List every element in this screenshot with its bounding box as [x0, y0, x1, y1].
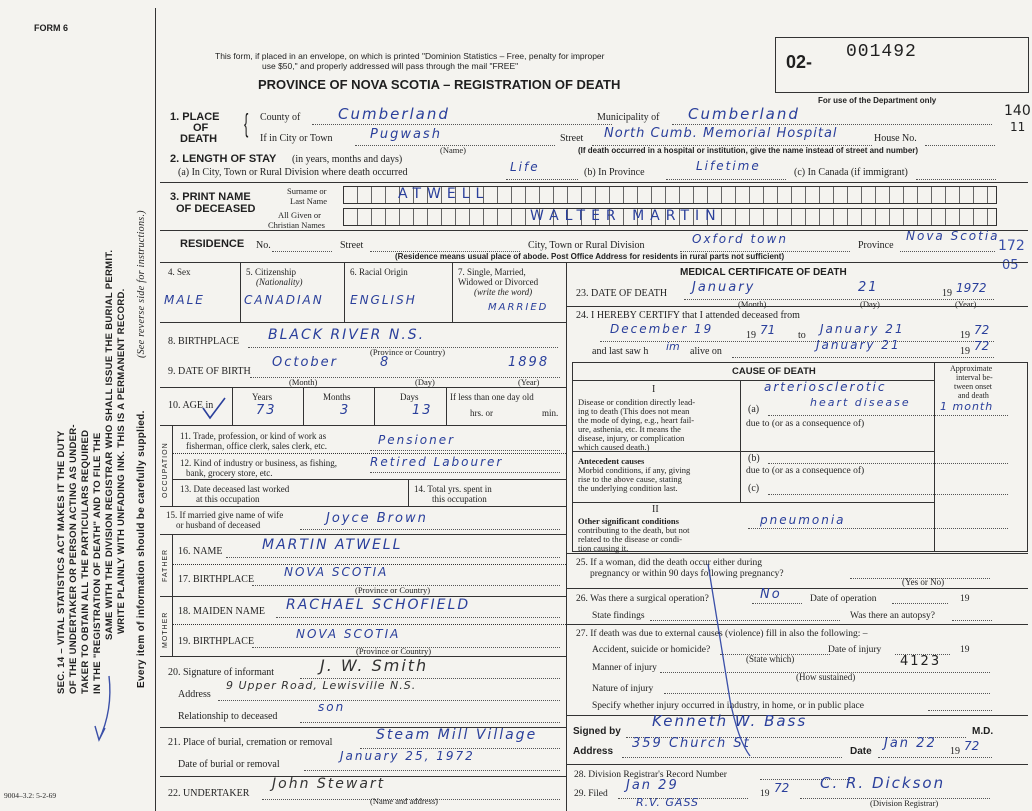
last-seen-date: January 21 [816, 338, 901, 352]
letter-box [722, 209, 736, 225]
letter-box [876, 209, 890, 225]
o11-label: 11. Trade, profession, or kind of work as [180, 431, 327, 441]
stay-c-label: (c) In Canada (if immigrant) [794, 167, 908, 178]
o12-label: 12. Kind of industry or business, as fishing, [180, 458, 337, 468]
sig-date-year-prefix: 19 [950, 746, 960, 757]
letter-box [582, 187, 596, 203]
registrar-signature: C. R. Dickson [820, 774, 946, 792]
letter-box [778, 187, 792, 203]
letter-box [918, 187, 932, 203]
statute-line: SAME WITH THE DIVISION REGISTRAR WHO SHALL ISSUE THE BURIAL PERMIT. [104, 249, 115, 640]
statute-line: TAKER TO OBTAIN ALL THE PARTICULARS REQUIRED [80, 429, 91, 694]
dod-year-caption: (Year) [955, 299, 977, 309]
letter-box [372, 209, 386, 225]
letter-box [862, 209, 876, 225]
letter-box [498, 187, 512, 203]
injury-date-label: Date of injury [828, 645, 882, 655]
due-to-b: due to (or as a consequence of) [746, 466, 865, 476]
o11-value: Pensioner [378, 433, 456, 447]
letter-box [358, 209, 372, 225]
sig-address-value: 359 Church St [632, 736, 751, 751]
death-registration-form: FORM 6 SEC. 14 – VITAL STATISTICS ACT MAKES IT THE DUTY OF THE UNDERTAKER OR PERSON ACTING AS UNDER- TAKER TO OBTAIN ALL THE PARTICULARS REQUIRED IN THE "REGISTRATION OF DEATH" AND TO FILE THE SAME WITH THE DIVISION REGISTRAR WHO SHALL ISSUE THE BURIAL PERMIT. WRITE PLAINLY WITH UNFADING INK. THIS IS A PERMANENT RECORD. (See reverse side for instructions.) Every item of information should be carefully supplied. 9004–3.2: 5-2-69 This form, if placed in an envelope, on which is printed "Dominion Statistics – Free, penalty for improper use $50," and properly addressed will pass through the mail "FREE" PROVINCE OF NOVA SCOTIA – REGISTRATION OF DEATH 02- 001492 For use of the Department only 140 11 172 05 1. PLACE OF DEATH { County of Cumberland Municipality of Cumberland If in City or Town Pugwash (Name) Street North Cumb. Memorial Hospital House No. (If death occurred in a hospital or institution, give the name instead of street and number) 2. LENGTH OF STAY (in years, months and days) (a) In City, Town or Rural Division where death occurred Life (b) In Province Lifetime (c) In Canada (if immigrant) 3. PRINT NAME OF DECEASED Surname or Last Name All Given or Christian Names ATWELL WALTER MARTIN RESIDENCE No. Street City, Town or Rural Division Oxford town Province Nova Scotia (Residence means usual place of abode. Post Office Address for residents in rural parts not sufficient) 4. Sex MALE 5. Citizenship (Nationality) CANADIAN 6. Racial Origin ENGLISH 7. Single, Married, Widowed or Divorced (write the word) MARRIED 8. BIRTHPLACE BLACK RIVER N.S. (Province or Country) 9. DATE OF BIRTH October 8 1898 (Month) (Day) (Year) 10. AGE in Years Months Days 73 3 13 If less than one day old hrs. or min. OCCUPATION 11. Trade, profession, or kind of work as fisherman, office clerk, sales clerk, etc. Pensioner 12. Kind of industry or business, as fishing, bank, grocery store, etc. Retired Labourer 13. Date deceased last worked at this occupation 14. Total yrs. spent in this occupation 15. If married give name of wife or husband of deceased Joyce Brown FATHER 16. NAME MARTIN ATWELL 17. BIRTHPLACE NOVA SCOTIA (Province or Country) MOTHER 18. MAIDEN NAME RACHAEL SCHOFIELD 19. BIRTHPLACE NOVA SCOTIA (Province or Country) 20. Signature of informant J. W. Smith Address 9 Upper Road, Lewisville N.S. Relationship to deceased son 21. Place of burial, cremation or removal Steam Mill Village Date of burial or removal January 25, 1972 22. UNDERTAKER John Stewart (Name and address) MEDICAL CERTIFICATE OF DEATH 23. DATE OF DEATH January 21 19 1972 (Month) (Day) (Year) 24. I HEREBY CERTIFY that I attended deceased from December 19 19 71 to January 21 19 72 and last saw h im alive on January 21 19 72 CAUSE OF DEATH Approximate interval be- tween onset and death I Disease or condition directly lead- ing to death (This does not mean the mode of dying, e.g., heart fail- ure, asthenia, etc. It means the disease, injury, or complication which caused death.) arteriosclerotic (a) heart disease 1 month due to (or as a consequence of) Antecedent causes Morbid conditions, if any, giving rise to the above cause, stating the underlying condition last. (b) due to (or as a consequence of) (c) II Other significant conditions contributing to the death, but not related to the disease or condi- tion causing it. pneumonia 25. If a woman, did the death occur either during pregnancy or within 90 days following pregnancy? (Yes or No) 26. Was there a surgical operation? No Date of operation 19 State findings Was there an autopsy? 27. If death was due to external causes (violence) fill in also the following: – Accident, suicide or homicide? (State which) Date of injury 19 Manner of injury 4123 (How sustained) Nature of injury Specify whether injury occurred in industry, in home, or in public place Signed by Kenneth W. Bass M.D. Address 359 Church St Date Jan 22 19 72 28. Division Registrar's Record Number 29. Filed Jan 29 19 72 C. R. Dickson (Division Registrar) R.V. GASS [0, 0, 1032, 811]
letter-box [526, 187, 540, 203]
letter-box [848, 187, 862, 203]
o12-value: Retired Labourer [370, 455, 504, 469]
antecedent-label: Morbid conditions, if any, giving [578, 465, 691, 475]
relationship-value: son [318, 700, 346, 714]
mother-birthplace-label: 19. BIRTHPLACE [178, 636, 255, 647]
direct-label: disease, injury, or complication [578, 433, 685, 443]
letter-box [736, 187, 750, 203]
letter-box [750, 209, 764, 225]
letter-box [652, 187, 666, 203]
cause-b-label: (b) [748, 453, 760, 464]
birthplace-sub: (Province or Country) [370, 347, 446, 357]
letter-box [596, 187, 610, 203]
o14-label: this occupation [432, 494, 487, 504]
letter-box [624, 187, 638, 203]
marital-value: MARRIED [488, 302, 549, 313]
father-birthplace-sub: (Province or Country) [355, 585, 431, 595]
letter-box [974, 209, 988, 225]
letter-box [694, 187, 708, 203]
letter-box [400, 209, 414, 225]
letter-box [806, 187, 820, 203]
last-seen-label: and last saw h [592, 346, 649, 357]
citizenship-label: (Nationality) [256, 277, 303, 287]
sig-date-year: 72 [964, 739, 980, 753]
burial-date-value: January 25, 1972 [340, 749, 475, 763]
residence-city-label: City, Town or Rural Division [528, 240, 645, 251]
father-birthplace-label: 17. BIRTHPLACE [178, 574, 255, 585]
q26-value: No [760, 587, 782, 602]
hospital-note: (If death occurred in a hospital or institution, give the name instead of street and number) [578, 146, 919, 155]
dod-month-caption: (Month) [738, 299, 767, 309]
last-seen-year: 72 [974, 339, 990, 353]
to-label: to [798, 330, 806, 341]
letter-box [904, 209, 918, 225]
name-label: OF DECEASED [176, 203, 256, 215]
racial-label: 6. Racial Origin [350, 267, 408, 277]
antecedent-label: rise to the above cause, stating [578, 474, 682, 484]
letter-box [638, 187, 652, 203]
city-value: Pugwash [370, 127, 442, 142]
letter-box [736, 209, 750, 225]
sig-address-label: Address [573, 746, 614, 757]
nature-label: Nature of injury [592, 684, 654, 694]
signed-value: Kenneth W. Bass [652, 712, 808, 730]
antecedent-label: Antecedent causes [578, 456, 645, 466]
letter-box [946, 209, 960, 225]
cause-c-label: (c) [748, 483, 760, 494]
birthplace-label: 8. BIRTHPLACE [168, 336, 240, 347]
letter-box [960, 209, 974, 225]
signed-label: Signed by [573, 726, 621, 737]
burial-place-value: Steam Mill Village [376, 727, 538, 743]
letter-box [568, 187, 582, 203]
county-label: County of [260, 112, 301, 123]
reg-prefix: 02- [786, 52, 813, 72]
due-to-a: due to (or as a consequence of) [746, 419, 865, 429]
county-value: Cumberland [338, 105, 450, 123]
letter-box [484, 209, 498, 225]
from-year-prefix: 19 [746, 330, 756, 341]
pen-stroke [690, 560, 770, 760]
street-label: Street [560, 133, 584, 144]
filed-year: 72 [774, 781, 790, 795]
other-label: tion causing it. [578, 543, 629, 553]
stay-label: 2. LENGTH OF STAY [170, 153, 277, 165]
sig-date-label: Date [850, 746, 872, 757]
dod-day-caption: (Day) [860, 299, 880, 309]
check-mark [200, 396, 228, 422]
supply-note: Every item of information should be carefully supplied. [136, 410, 147, 688]
dob-month: October [272, 355, 339, 370]
dod-day: 21 [858, 280, 879, 295]
dob-label: 9. DATE OF BIRTH [168, 366, 251, 377]
letter-box [764, 187, 778, 203]
statute-line: OF THE UNDERTAKER OR PERSON ACTING AS UNDER- [68, 424, 79, 694]
letter-box [722, 187, 736, 203]
direct-label: ing to death (This does not mean [578, 406, 690, 416]
letter-box [358, 187, 372, 203]
registration-number-box [775, 37, 1029, 93]
residence-province-label: Province [858, 240, 894, 251]
undertaker-sub: (Name and address) [370, 796, 438, 806]
letter-box [372, 187, 386, 203]
wife-label: or husband of deceased [176, 520, 261, 530]
letter-box [456, 209, 470, 225]
dod-month: January [692, 280, 756, 295]
father-name-label: 16. NAME [178, 546, 223, 557]
min-label: min. [542, 408, 559, 418]
place-label: DEATH [180, 133, 218, 145]
certify-label: 24. I HEREBY CERTIFY that I attended deceased from [576, 310, 800, 321]
form-code: 9004–3.2: 5-2-69 [4, 791, 57, 800]
other-label: related to the disease or condi- [578, 534, 683, 544]
q29-label: 29. Filed [574, 789, 608, 799]
letter-box [932, 187, 946, 203]
letter-box [470, 209, 484, 225]
hrs-label: hrs. or [470, 408, 493, 418]
citizenship-value: CANADIAN [244, 293, 324, 307]
wife-value: Joyce Brown [326, 511, 428, 526]
burial-date-label: Date of burial or removal [178, 759, 280, 770]
name-caption: (Name) [440, 145, 466, 155]
autopsy-label: Was there an autopsy? [850, 611, 935, 621]
interval-label: and death [958, 391, 989, 400]
roman-2: II [652, 504, 659, 515]
cause-title: CAUSE OF DEATH [732, 366, 816, 377]
letter-box [610, 187, 624, 203]
undertaker-value: John Stewart [272, 776, 386, 792]
birthplace-value: BLACK RIVER N.S. [268, 327, 426, 343]
industry-label: Specify whether injury occurred in industry, in home, or in public place [592, 701, 864, 711]
letter-box [876, 187, 890, 203]
marital-label: (write the word) [474, 287, 533, 297]
undertaker-label: 22. UNDERTAKER [168, 788, 250, 799]
direct-label: the mode of dying, e.g., heart fail- [578, 415, 695, 425]
letter-box [750, 187, 764, 203]
envelope-note: This form, if placed in an envelope, on which is printed "Dominion Statistics – Free, penalty for improper [215, 51, 605, 61]
letter-box [344, 209, 358, 225]
informant-address-label: Address [178, 689, 211, 700]
letter-box [946, 187, 960, 203]
envelope-note: use $50," and properly addressed will pass through the mail "FREE" [262, 61, 519, 71]
filed-year-prefix: 19 [760, 789, 770, 799]
father-birthplace-value: NOVA SCOTIA [284, 565, 389, 579]
pen-mark [85, 670, 125, 750]
informant-sig-label: 20. Signature of informant [168, 667, 275, 678]
operation-date-label: Date of operation [810, 594, 877, 604]
filed-value: Jan 29 [626, 778, 679, 793]
dod-year: 1972 [956, 281, 987, 295]
letter-box [820, 187, 834, 203]
antecedent-label: the underlying condition last. [578, 483, 678, 493]
o12-label: bank, grocery store, etc. [186, 468, 273, 478]
o13-label: at this occupation [196, 494, 260, 504]
burial-place-label: 21. Place of burial, cremation or removal [168, 737, 333, 748]
dob-year: 1898 [508, 355, 550, 370]
surname-value: ATWELL [398, 186, 490, 202]
letter-box [834, 187, 848, 203]
manner-label: Manner of injury [592, 663, 657, 673]
marital-label: Widowed or Divorced [458, 277, 539, 287]
dod-year-prefix: 19 [942, 288, 952, 299]
age-months: 3 [340, 403, 351, 418]
letter-box [848, 209, 862, 225]
letter-box [890, 187, 904, 203]
medical-title: MEDICAL CERTIFICATE OF DEATH [680, 267, 847, 278]
letter-box [344, 187, 358, 203]
residence-label: RESIDENCE [180, 238, 245, 250]
cause-a: arteriosclerotic [764, 380, 887, 394]
md-label: M.D. [972, 726, 994, 737]
form-title: PROVINCE OF NOVA SCOTIA – REGISTRATION OF DEATH [258, 77, 621, 92]
letter-box [512, 187, 526, 203]
q25-label: pregnancy or within 90 days following pregnancy? [590, 569, 784, 579]
residence-street-label: Street [340, 240, 364, 251]
given-label: Christian Names [268, 220, 325, 230]
letter-box [792, 209, 806, 225]
mother-side-label: MOTHER [162, 611, 169, 648]
mother-birthplace-sub: (Province or Country) [356, 646, 432, 656]
surname-label: Surname or [287, 186, 327, 196]
stay-a-label: (a) In City, Town or Rural Division where death occurred [178, 167, 408, 178]
stay-sub: (in years, months and days) [292, 154, 403, 165]
marital-label: 7. Single, Married, [458, 267, 526, 277]
stay-a-value: Life [510, 160, 540, 174]
sig-date-value: Jan 22 [884, 736, 937, 751]
to-year: 72 [974, 323, 990, 337]
age-label: 10. AGE in [168, 400, 214, 411]
municipality-value: Cumberland [688, 105, 800, 123]
state-which: (State which) [746, 654, 795, 664]
mother-birthplace-value: NOVA SCOTIA [296, 627, 401, 641]
municipality-label: Municipality of [597, 112, 660, 123]
statute-line: SEC. 14 – VITAL STATISTICS ACT MAKES IT THE DUTY [56, 430, 67, 694]
dept-code: 172 [998, 238, 1025, 254]
o13-label: 13. Date deceased last worked [180, 484, 290, 494]
accident-label: Accident, suicide or homicide? [592, 645, 711, 655]
statute-line: WRITE PLAINLY WITH UNFADING INK. THIS IS A PERMANENT RECORD. [116, 288, 127, 634]
from-month: December 19 [610, 322, 714, 336]
given-label: All Given or [278, 210, 321, 220]
letter-box [540, 187, 554, 203]
dept-code: 11 [1010, 120, 1026, 134]
father-side-label: FATHER [162, 548, 169, 582]
letter-box [862, 187, 876, 203]
reverse-note: (See reverse side for instructions.) [136, 210, 147, 358]
roman-1: I [652, 384, 656, 395]
surname-label: Last Name [290, 196, 328, 206]
cause-a2: heart disease [810, 396, 911, 409]
last-seen-mid: im [666, 340, 680, 353]
letter-box [386, 209, 400, 225]
letter-box [666, 187, 680, 203]
direct-label: Disease or condition directly lead- [578, 397, 696, 407]
q26-label: 26. Was there a surgical operation? [576, 594, 709, 604]
note-4123: 4123 [900, 654, 942, 669]
to-month: January 21 [820, 322, 905, 336]
racial-value: ENGLISH [350, 293, 417, 307]
wife-label: 15. If married give name of wife [166, 510, 284, 520]
letter-box [554, 187, 568, 203]
form-label: FORM 6 [34, 23, 69, 33]
name-label: 3. PRINT NAME [170, 191, 251, 203]
sex-label: 4. Sex [168, 267, 191, 277]
interval-label: Approximate [950, 364, 993, 373]
letter-box [498, 209, 512, 225]
state-findings: State findings [592, 611, 645, 621]
alive-on: alive on [690, 346, 722, 357]
yes-no-caption: (Yes or No) [902, 577, 945, 587]
letter-box [974, 187, 988, 203]
letter-box [428, 209, 442, 225]
q25-label: 25. If a woman, did the death occur either during [576, 558, 762, 568]
dob-day: 8 [380, 355, 391, 370]
letter-box [764, 209, 778, 225]
age-days: 13 [412, 403, 433, 418]
letter-box [932, 209, 946, 225]
letter-box [960, 187, 974, 203]
month-caption: (Month) [289, 377, 318, 387]
direct-label: which caused death.) [578, 442, 650, 452]
reg-number: 001492 [846, 42, 917, 62]
letter-box [918, 209, 932, 225]
year-caption: (Year) [518, 377, 540, 387]
residence-province-value: Nova Scotia [906, 229, 1000, 243]
informant-sig: J. W. Smith [320, 656, 429, 675]
letter-box [820, 209, 834, 225]
letter-box [792, 187, 806, 203]
other-value: pneumonia [760, 513, 846, 527]
place-label: 1. PLACE [170, 111, 220, 123]
other-label: Other significant conditions [578, 516, 679, 526]
letter-box [708, 187, 722, 203]
dept-code: 140 [1004, 103, 1031, 119]
months-label: Months [323, 392, 351, 402]
direct-label: ure, asthenia, etc. It means the [578, 424, 681, 434]
o11-label: fisherman, office clerk, sales clerk, etc. [186, 441, 328, 451]
left-margin-rule [155, 8, 156, 811]
letter-box [890, 209, 904, 225]
given-value: WALTER MARTIN [530, 208, 722, 224]
mother-maiden-value: RACHAEL SCHOFIELD [286, 597, 471, 613]
father-name-value: MARTIN ATWELL [262, 537, 403, 553]
other-label: contributing to the death, but not [578, 525, 690, 535]
interval-label: tween onset [954, 382, 992, 391]
from-year: 71 [760, 323, 776, 337]
residence-note: (Residence means usual place of abode. Post Office Address for residents in rural parts not sufficient) [395, 252, 785, 261]
letter-box [512, 209, 526, 225]
stay-b-value: Lifetime [696, 159, 761, 173]
citizenship-label: 5. Citizenship [246, 267, 296, 277]
how-sustained: (How sustained) [796, 672, 856, 682]
letter-box [680, 187, 694, 203]
place-label: OF [193, 122, 209, 134]
operation-year-prefix: 19 [960, 594, 970, 604]
informant-address: 9 Upper Road, Lewisville N.S. [226, 679, 417, 692]
o14-label: 14. Total yrs. spent in [414, 484, 492, 494]
cause-a-label: (a) [748, 404, 760, 415]
registrar-caption: (Division Registrar) [870, 798, 939, 808]
q27-label: 27. If death was due to external causes (violence) fill in also the following: – [576, 629, 868, 639]
age-years: 73 [256, 403, 277, 418]
letter-box [834, 209, 848, 225]
last-seen-year-prefix: 19 [960, 346, 970, 357]
mother-maiden-label: 18. MAIDEN NAME [178, 606, 265, 617]
relationship-label: Relationship to deceased [178, 711, 278, 722]
occupation-side-label: OCCUPATION [162, 442, 169, 498]
city-label: If in City or Town [260, 133, 333, 144]
stay-b-label: (b) In Province [584, 167, 645, 178]
dod-label: 23. DATE OF DEATH [576, 288, 668, 299]
years-label: Years [252, 392, 273, 402]
dept-code: 05 [1002, 258, 1019, 273]
residence-city-value: Oxford town [692, 232, 788, 246]
day-caption: (Day) [415, 377, 435, 387]
dept-use: For use of the Department only [818, 96, 937, 105]
less-day-label: If less than one day old [450, 392, 534, 402]
letter-box [442, 209, 456, 225]
registrar-stamp: R.V. GASS [636, 796, 700, 809]
letter-box [806, 209, 820, 225]
street-value: North Cumb. Memorial Hospital [604, 126, 838, 141]
house-label: House No. [874, 133, 917, 144]
letter-box [904, 187, 918, 203]
letter-box [778, 209, 792, 225]
letter-box [414, 209, 428, 225]
sex-value: MALE [164, 293, 205, 307]
to-year-prefix: 19 [960, 330, 970, 341]
interval-a: 1 month [940, 400, 994, 413]
interval-label: interval be- [956, 373, 993, 382]
residence-no-label: No. [256, 240, 271, 251]
injury-year-prefix: 19 [960, 645, 970, 655]
days-label: Days [400, 392, 419, 402]
q28-label: 28. Division Registrar's Record Number [574, 770, 727, 780]
statute-line: IN THE "REGISTRATION OF DEATH" AND TO FILE THE [92, 432, 103, 694]
